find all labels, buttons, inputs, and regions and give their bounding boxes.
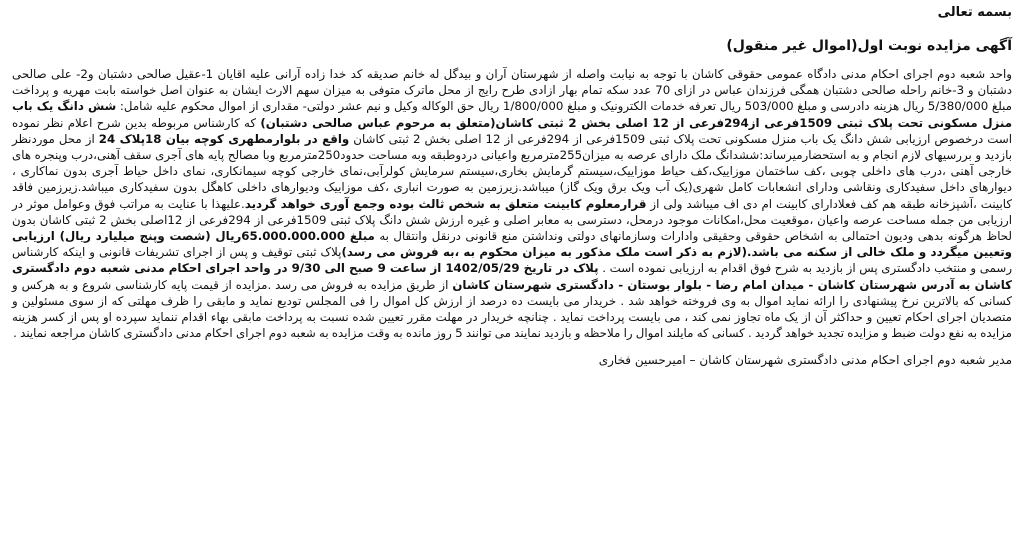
body-bold-price: مبلغ 65.000.000.000ریال (شصت وپنج میلیارد ریال) ارزیابی وتعیین میگردد و ملک خالی از سکنه می باشد.(لازم به ذکر است ملک مذکور به میزان محکوم به ،به فروش می رسد) [12, 229, 1012, 260]
signature-line: مدیر شعبه دوم اجرای احکام مدنی دادگستری شهرستان کاشان – امیرحسین فخاری [598, 353, 1012, 368]
body-bold-cabinet: قرارمعلوم کابینت متعلق به شخص ثالث بوده وجمع آوری خواهد گردید [244, 196, 647, 211]
body-text-5: پلاک ثبتی توقیف و پس از اجرای تشریفات قانونی و اینکه کارشناس رسمی و منتخب دادگستری پس از بازدید به شرح فوق اقدام به ارزیابی نموده است . [12, 245, 1013, 276]
body-text-2: که کارشناس مربوطه بدین شرح اعلام نظر نموده است درخصوص ارزیابی شش دانگ یک باب منزل مسکونی تحت پلاک ثبتی 1509فرعی از 294فرعی از 12 اصلی بخش 2 ثبتی کاشان [12, 115, 1012, 146]
body-text-3: از محل موردنظر بازدید و بررسیهای لازم انجام و به استحضارمیرساند:ششدانگ ملک دارای عرصه به میزان255مترمربع واعیانی دردوطبقه وبه مساحت حدود250مترمربع وبا مصالح پایه های آجری سقف آهنی،درب وپنجره های خارجی آهنی ،درب های داخلی چوبی ،کف ساختمان موزاییک،کف حیاط موزاییک،سیستم گرمایش بخاری،سیستم سرمایش کولرآبی،نمای خارجی کوچه سیمانکاری، نمای داخل حیاط آجری بدون نماکاری ، دیوارهای داخل سفیدکاری ونقاشی ودارای انشعابات کامل شهری(یک آب ویک برق ویک گاز) میباشد.زیرزمین به صورت انباری ،کف موزاییک ودیوارهای داخلی کاهگل بدون سفیدکاری میباشد.زیرزمین فاقد کابینت ،آشپزخانه طبقه هم کف فعلادارای کابینت ام دی اف میباشد ولی از [12, 131, 1012, 211]
body-bold-property: شش دانگ یک باب منزل مسکونی تحت پلاک ثبتی 1509فرعی از294فرعی از 12 اصلی بخش 2 ثبتی کاشان(متعلق به مرحوم عباس صالحی دشتبان) [12, 99, 1013, 130]
notice-title: آگهی مزایده نوبت اول(اموال غیر منقول) [726, 38, 1012, 54]
notice-body [12, 66, 1012, 341]
body-bold-address: واقع در بلوارمطهری کوچه بیان 18پلاک 24 [98, 131, 350, 146]
body-text-4: .علیهذا با عنایت به مراتب فوق وعوامل موثر در ارزیابی من جمله مساحت عرصه واعیان ،موقعیت محل،امکانات موجود درمحل، دسترسی به معابر اصلی و غیره ارزش شش دانگ پلاک ثبتی 1509فرعی از 294فرعی از 12اصلی بخش 2 ثبتی کاشان بدون لحاظ هرگونه بدهی ودیون احتمالی به اشخاص حقوقی وحقیقی وادارات وسازمانهای دولتی ونداشتن منع قانونی درنقل وانتقال به [12, 196, 1013, 244]
body-bold-auction-date: پلاک در تاریخ 1402/05/29 از ساعت 9 صبح الی 9/30 در واحد اجرای احکام مدنی شعبه دوم دادگستری کاشان به آدرس شهرستان کاشان - میدان امام رضا - بلوار بوستان - دادگستری شهرستان کاشان [12, 261, 1013, 292]
bismillah-heading: بسمه تعالی [937, 5, 1012, 20]
body-text-1: واحد شعبه دوم اجرای احکام مدنی دادگاه عمومی حقوقی کاشان با توجه به نیابت واصله از شهرستان آران و بیدگل له خانم صدیقه کد خدا زاده آرانی علیه اقایان 1-عقیل صالحی دشتبان و2- علی صالحی دشتبان و 3-خانم راحله صالحی دشتبان همگی فرزندان عباس در ازای 70 عدد سکه تمام بهار ازادی طرح رایج از محل ماترک متوفی به میزان سهم الارث ایشان به عنوان اصل خواسته بابت مهریه و پرداخت مبلغ 5/380/000 ریال هزینه دادرسی و مبلغ 503/000 ریال تعرفه خدمات الکترونیک و مبلغ 1/800/000 ریال حق الوکاله وکیل و نیم عشر دولتی- مقداری از اموال محکوم علیه شامل: [12, 67, 1013, 114]
body-text-6: از طریق مزایده به فروش می رسد .مزایده از قیمت پایه کارشناسی شروع و به هرکس و کسانی که بالاترین نرخ پیشنهادی را ارائه نماید اموال به وی فروخته خواهد شد . خریدار می بایست ده درصد از ارزش کل اموال را فی المجلس تودیع نماید و مابقی را ظرف مهلتی که از سوی مسئولین و متصدیان اجرای احکام تعیین و حداکثر آن از یک ماه تجاوز نمی کند ، می بایست پرداخت نماید . چنانچه خریدار در مهلت مقرر تعیین شده نسبت به پرداخت مابقی بهاء اقدام ننماید سپرده او پس از کسر هزینه مزایده به نفع دولت ضبط و مزایده تجدید خواهد گردید . کسانی که مایلند اموال را ملاحظه و بازدید نمایند می توانند 5 روز مانده به وقت مزایده به شعبه دوم اجرای احکام مدنی دادگستری کاشان مراجعه نمایند . [12, 277, 1012, 341]
